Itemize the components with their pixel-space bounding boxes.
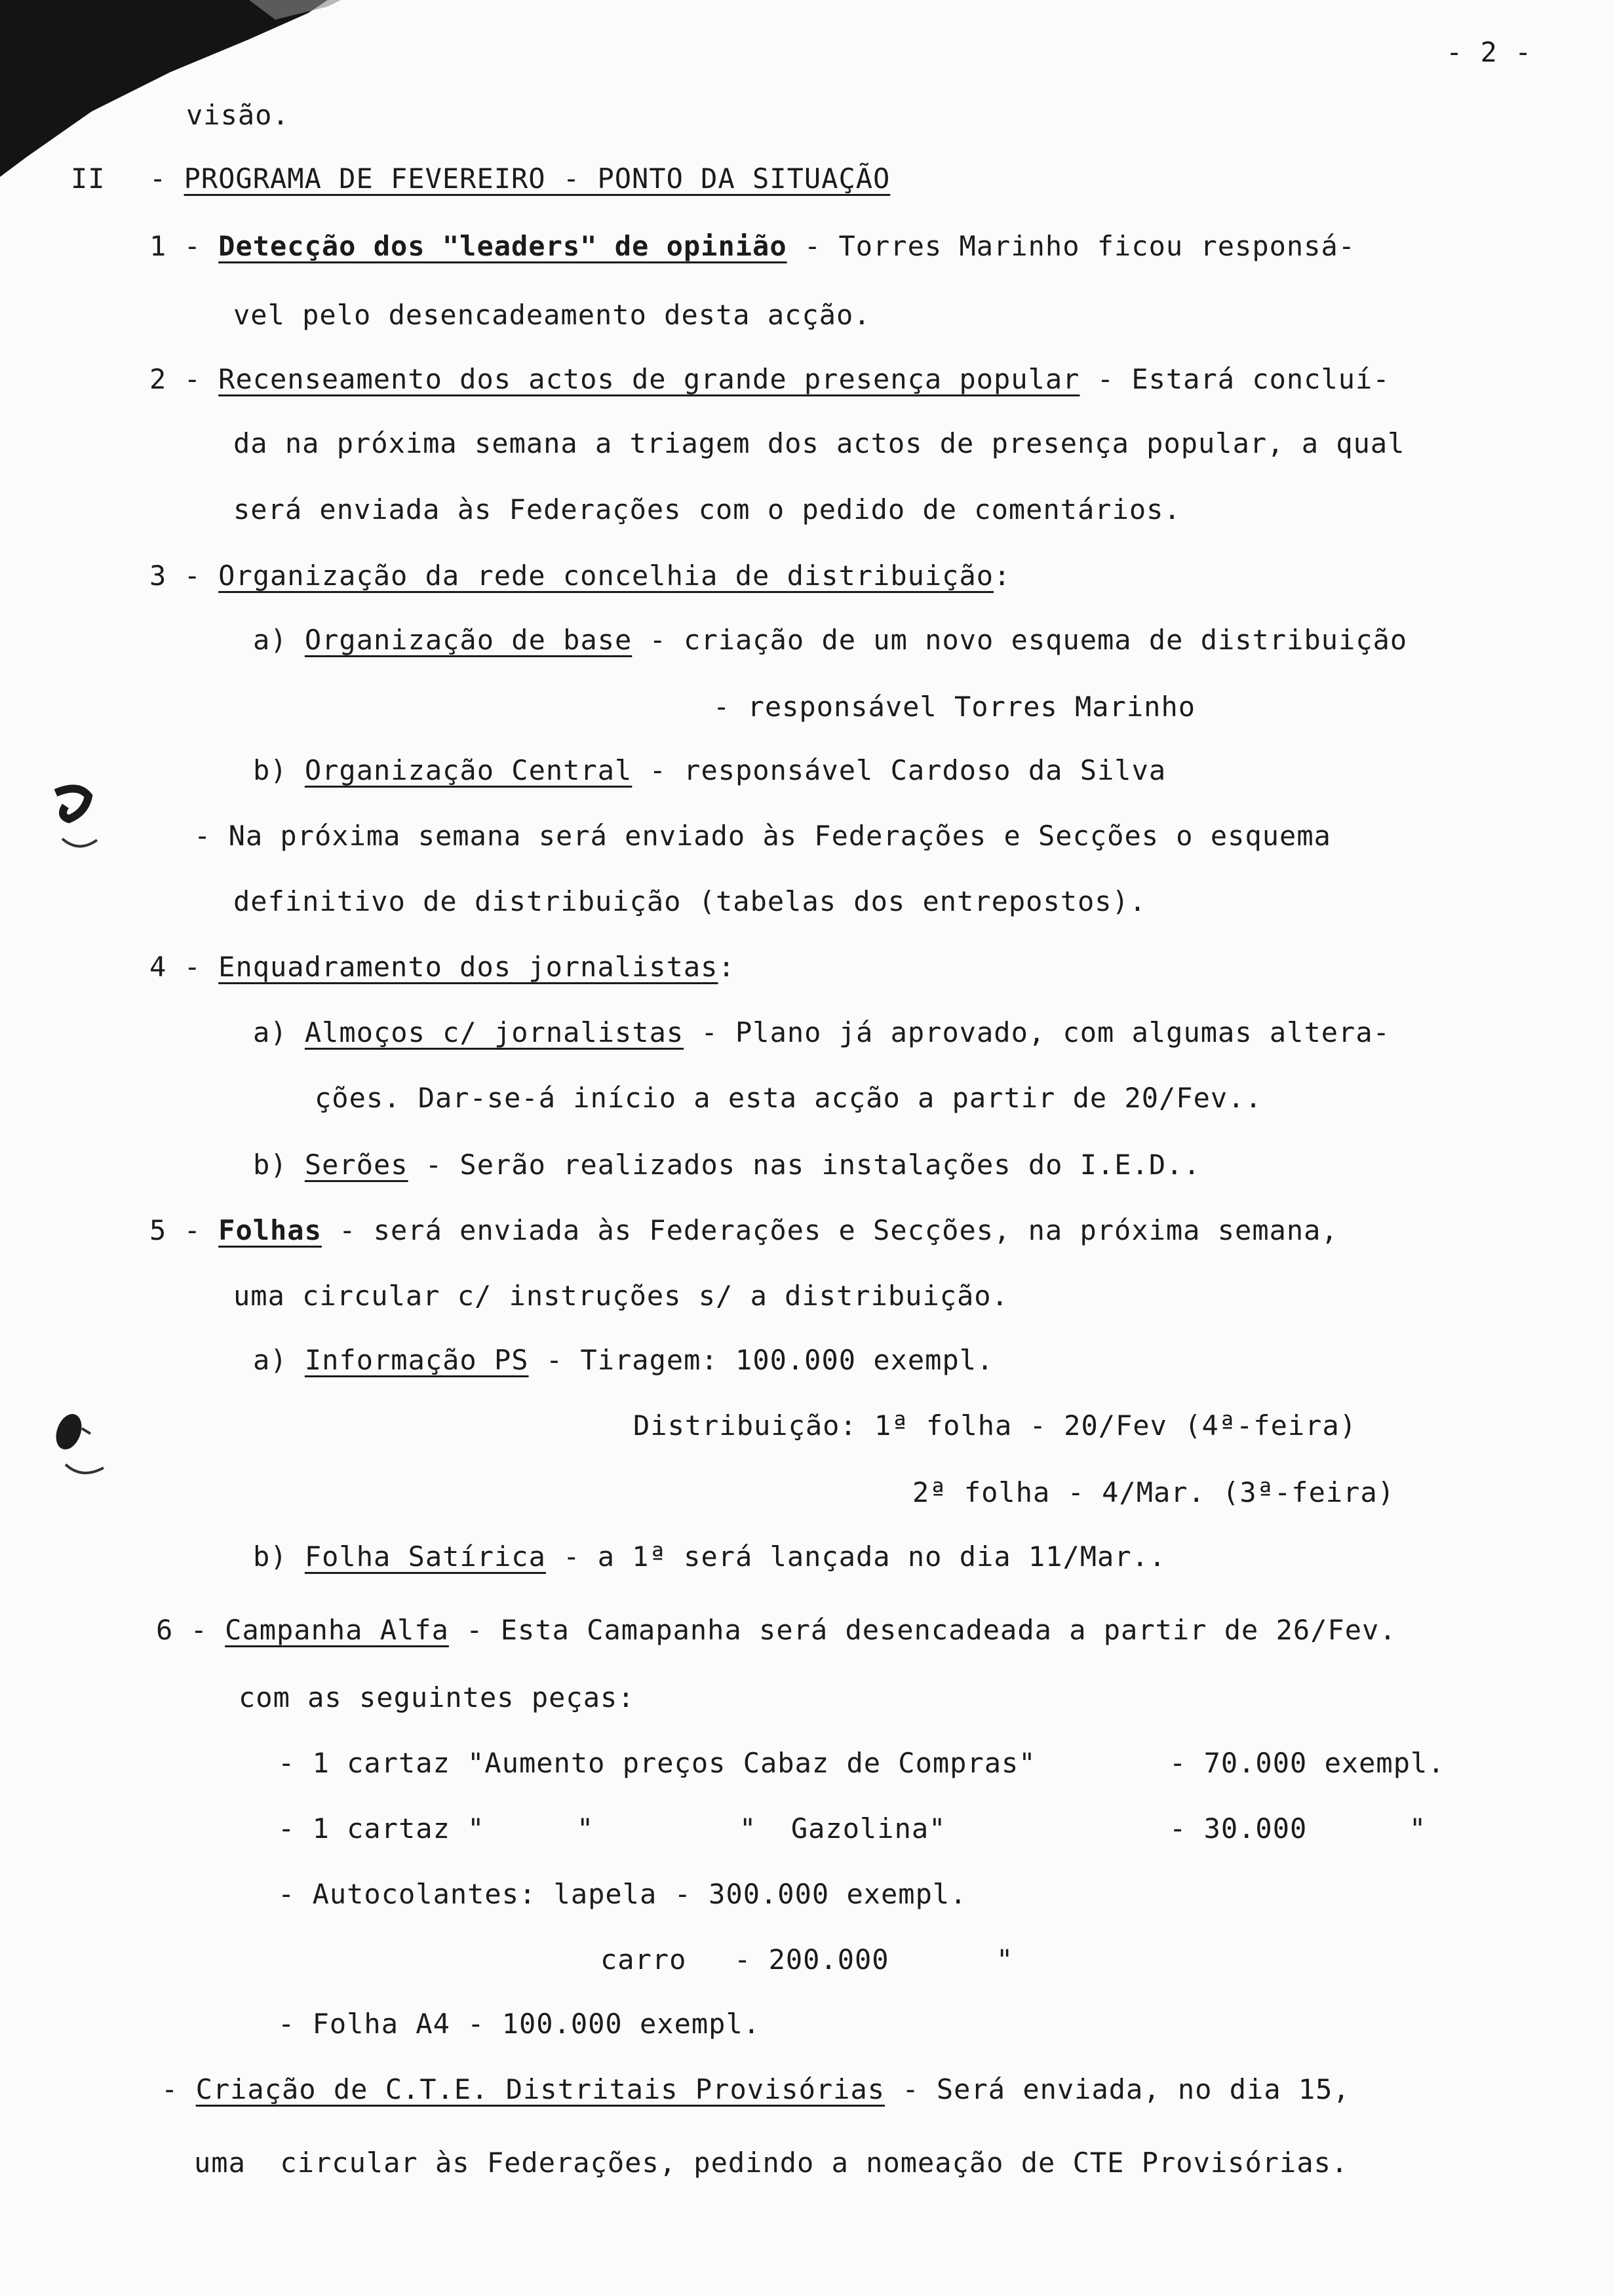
item-3b-line: b) Organização Central - responsável Cardoso da Silva	[253, 754, 1167, 786]
item-2-title: Recenseamento dos actos de grande presença popular	[218, 363, 1080, 395]
item-4-line: 4 - Enquadramento dos jornalistas:	[149, 951, 735, 983]
item-5b-title: Folha Satírica	[304, 1540, 546, 1573]
final-item-body: uma circular às Federações, pedindo a nomeação de CTE Provisórias.	[194, 2147, 1349, 2179]
item-6-piece-3-car-qty: - 200.000	[734, 1943, 889, 1976]
item-6-piece-2-ditto-1: "	[577, 1812, 594, 1845]
item-6-piece-3-ditto: "	[996, 1943, 1014, 1976]
heading-line: - PROGRAMA DE FEVEREIRO - PONTO DA SITUAÇÃO	[149, 163, 891, 195]
item-6-piece-3-car: carro	[600, 1943, 687, 1976]
item-2-line: 2 - Recenseamento dos actos de grande presença popular - Estará concluí-	[149, 363, 1390, 395]
section-number: II	[71, 163, 106, 195]
item-3a-responsible: - responsável Torres Marinho	[713, 691, 1196, 723]
item-3b-title: Organização Central	[304, 754, 632, 786]
item-3-title: Organização da rede concelhia de distribuição	[218, 560, 994, 592]
item-6-line: 6 - Campanha Alfa - Esta Camapanha será desencadeada a partir de 26/Fev.	[156, 1614, 1397, 1646]
line-continuation: visão.	[186, 99, 290, 131]
item-6-piece-4: - Folha A4 - 100.000 exempl.	[278, 2008, 761, 2040]
item-3-note-1: - Na próxima semana será enviado às Federações e Secções o esquema	[194, 820, 1331, 852]
item-2-body-2: será enviada às Federações com o pedido de comentários.	[233, 493, 1181, 526]
item-6-piece-1: - 1 cartaz "Aumento preços Cabaz de Compras"	[278, 1747, 1036, 1779]
item-6-piece-2-ditto-3: "	[1409, 1812, 1427, 1845]
item-5b-line: b) Folha Satírica - a 1ª será lançada no dia 11/Mar..	[253, 1540, 1167, 1573]
item-5-body: uma circular c/ instruções s/ a distribuição.	[233, 1280, 1009, 1312]
item-6-piece-1-qty: - 70.000 exempl.	[1169, 1747, 1445, 1779]
item-3a-line: a) Organização de base - criação de um novo esquema de distribuição	[253, 624, 1408, 656]
item-3-note-2: definitivo de distribuição (tabelas dos entrepostos).	[233, 885, 1147, 917]
item-2-body-1: da na próxima semana a triagem dos actos de presença popular, a qual	[233, 427, 1405, 459]
item-4b-title: Serões	[304, 1149, 408, 1181]
punch-hole-mark-bottom	[46, 1402, 118, 1487]
item-6-body: com as seguintes peças:	[239, 1681, 635, 1713]
item-5a-distribution-2: 2ª folha - 4/Mar. (3ª-feira)	[912, 1476, 1395, 1508]
item-5-title: Folhas	[218, 1214, 322, 1246]
item-5a-title: Informação PS	[304, 1344, 529, 1376]
final-item-title: Criação de C.T.E. Distritais Provisórias	[195, 2073, 885, 2105]
item-5a-line: a) Informação PS - Tiragem: 100.000 exempl.	[253, 1344, 994, 1376]
item-6-piece-2-qty: - 30.000	[1169, 1812, 1308, 1845]
item-6-title: Campanha Alfa	[225, 1614, 449, 1646]
item-4a-line: a) Almoços c/ jornalistas - Plano já aprovado, com algumas altera-	[253, 1016, 1390, 1048]
item-4-title: Enquadramento dos jornalistas	[218, 951, 718, 983]
item-6-piece-2-ditto-2: " Gazolina"	[739, 1812, 946, 1845]
item-1-title: Detecção dos "leaders" de opinião	[218, 230, 787, 262]
punch-hole-mark-top	[39, 780, 111, 865]
item-4a-title: Almoços c/ jornalistas	[304, 1016, 684, 1048]
item-3a-title: Organização de base	[304, 624, 632, 656]
item-5-line: 5 - Folhas - será enviada às Federações e Secções, na próxima semana,	[149, 1214, 1338, 1246]
final-item-line: - Criação de C.T.E. Distritais Provisórias - Será enviada, no dia 15,	[161, 2073, 1350, 2105]
section-heading: PROGRAMA DE FEVEREIRO - PONTO DA SITUAÇÃO	[184, 163, 891, 195]
item-1-body: vel pelo desencadeamento desta acção.	[233, 299, 871, 331]
item-6-piece-2: - 1 cartaz "	[278, 1812, 485, 1845]
item-6-piece-3: - Autocolantes: lapela - 300.000 exempl.	[278, 1878, 967, 1910]
item-3-line: 3 - Organização da rede concelhia de distribuição:	[149, 560, 1011, 592]
page-number: - 2 -	[1446, 36, 1532, 68]
item-5a-distribution-1: Distribuição: 1ª folha - 20/Fev (4ª-feira)	[633, 1409, 1357, 1442]
item-4b-line: b) Serões - Serão realizados nas instalações do I.E.D..	[253, 1149, 1201, 1181]
item-1-line: 1 - Detecção dos "leaders" de opinião - Torres Marinho ficou responsá-	[149, 230, 1356, 262]
item-4a-body: ções. Dar-se-á início a esta acção a partir de 20/Fev..	[315, 1082, 1262, 1114]
